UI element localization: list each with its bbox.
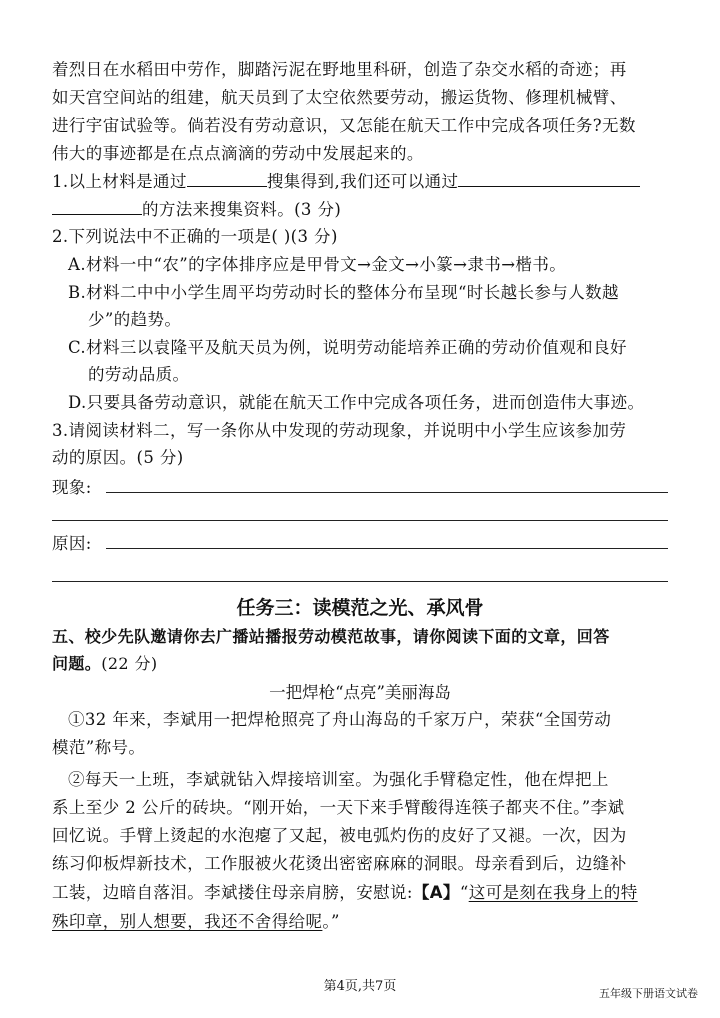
underlined-quote-part-2: 殊印章，别人想要，我还不舍得给呢	[52, 912, 323, 931]
question-5-line-2	[52, 650, 672, 678]
option-c-line-1: C.材料三以袁隆平及航天员为例，说明劳动能培养正确的劳动价值观和良好	[68, 338, 627, 357]
quote-open: “	[459, 883, 469, 902]
paragraph-1-line-1: ①32 年来，李斌用一把焊枪照亮了舟山海岛的千家万户，荣获“全国劳动	[68, 710, 612, 729]
paragraph-2-line-4: 练习仰板焊新技术，工作服被火花烫出密密麻麻的洞眼。母亲看到后，边缝补	[52, 854, 627, 873]
intro-line-4: 伟大的事迹都是在点点滴滴的劳动中发展起来的。	[52, 144, 424, 163]
option-d: D.只要具备劳动意识，就能在航天工作中完成各项任务，进而创造伟大事迹。	[68, 393, 645, 412]
answer-blank-1[interactable]	[187, 170, 267, 187]
paragraph-2-line-3: 回忆说。手臂上烫起的水泡瘪了又起，被电弧灼伤的皮好了又褪。一次，因为	[52, 826, 627, 845]
option-a: A.材料一中“农”的字体排序应是甲骨文→金文→小篆→隶书→楷书。	[68, 255, 567, 274]
paragraph-2-line-6	[52, 908, 672, 936]
reason-answer-line[interactable]	[106, 548, 668, 549]
phenomenon-answer-line-2[interactable]	[52, 520, 668, 521]
question-1-part-b: 搜集得到,我们还可以通过	[266, 172, 459, 191]
option-c-line-2: 的劳动品质。	[88, 365, 190, 384]
intro-line-2: 如天宫空间站的组建，航天员到了太空依然要劳动，搬运货物、修理机械臂、	[52, 88, 627, 107]
question-5-line-1: 五、校少先队邀请你去广播站播报劳动模范故事，请你阅读下面的文章，回答	[52, 627, 610, 646]
question-5-score: (22 分)	[101, 654, 158, 673]
underlined-quote-part-1: 这可是刻在我身上的特	[468, 883, 638, 902]
paragraph-1-line-2: 模范”称号。	[52, 738, 146, 757]
paragraph-2-line-2: 系上至少 2 公斤的砖块。“刚开始，一天下来手臂酸得连筷子都夹不住。”李斌	[52, 798, 625, 817]
answer-blank-3[interactable]	[52, 198, 142, 215]
question-1-part-c: 的方法来搜集资料。(3 分)	[142, 200, 342, 219]
option-b-line-2: 少”的趋势。	[88, 310, 182, 329]
question-1-line-1	[52, 168, 672, 196]
phenomenon-answer-line[interactable]	[106, 492, 668, 493]
question-5-text: 问题。	[52, 654, 102, 673]
question-3-line-1: 3.请阅读材料二，写一条你从中发现的劳动现象，并说明中小学生应该参加劳	[52, 421, 627, 440]
article-title: 一把焊枪“点亮”美丽海岛	[269, 683, 451, 702]
question-3-line-2: 动的原因。(5 分)	[52, 448, 184, 467]
intro-line-3: 进行宇宙试验等。倘若没有劳动意识，又怎能在航天工作中完成各项任务?无数	[52, 116, 636, 135]
paragraph-2-line-5	[52, 879, 672, 907]
task-three-title: 任务三：读模范之光、承风骨	[236, 597, 484, 619]
option-b-line-1: B.材料二中中小学生周平均劳动时长的整体分布呈现“时长越长参与人数越	[68, 283, 619, 302]
question-1-line-2	[52, 196, 672, 224]
exam-name: 五年级下册语文试卷	[599, 987, 698, 1000]
quote-close: 。”	[322, 912, 340, 931]
paragraph-2-line-5-text: 工装，边暗自落泪。李斌搂住母亲肩膀，安慰说:	[52, 883, 413, 902]
question-1-part-a: 1.以上材料是通过	[52, 172, 187, 191]
reason-answer-line-2[interactable]	[52, 581, 668, 582]
marker-a: 【A】	[412, 883, 460, 902]
paragraph-2-line-1: ②每天一上班，李斌就钻入焊接培训室。为强化手臂稳定性，他在焊把上	[68, 770, 609, 789]
answer-blank-2[interactable]	[458, 170, 640, 187]
intro-line-1: 着烈日在水稻田中劳作，脚踏污泥在野地里科研，创造了杂交水稻的奇迹；再	[52, 60, 627, 79]
phenomenon-label: 现象:	[52, 478, 92, 497]
question-2-stem: 2.下列说法中不正确的一项是( )(3 分)	[52, 227, 338, 246]
page-number: 第4页,共7页	[323, 979, 397, 994]
reason-label: 原因:	[52, 534, 92, 553]
